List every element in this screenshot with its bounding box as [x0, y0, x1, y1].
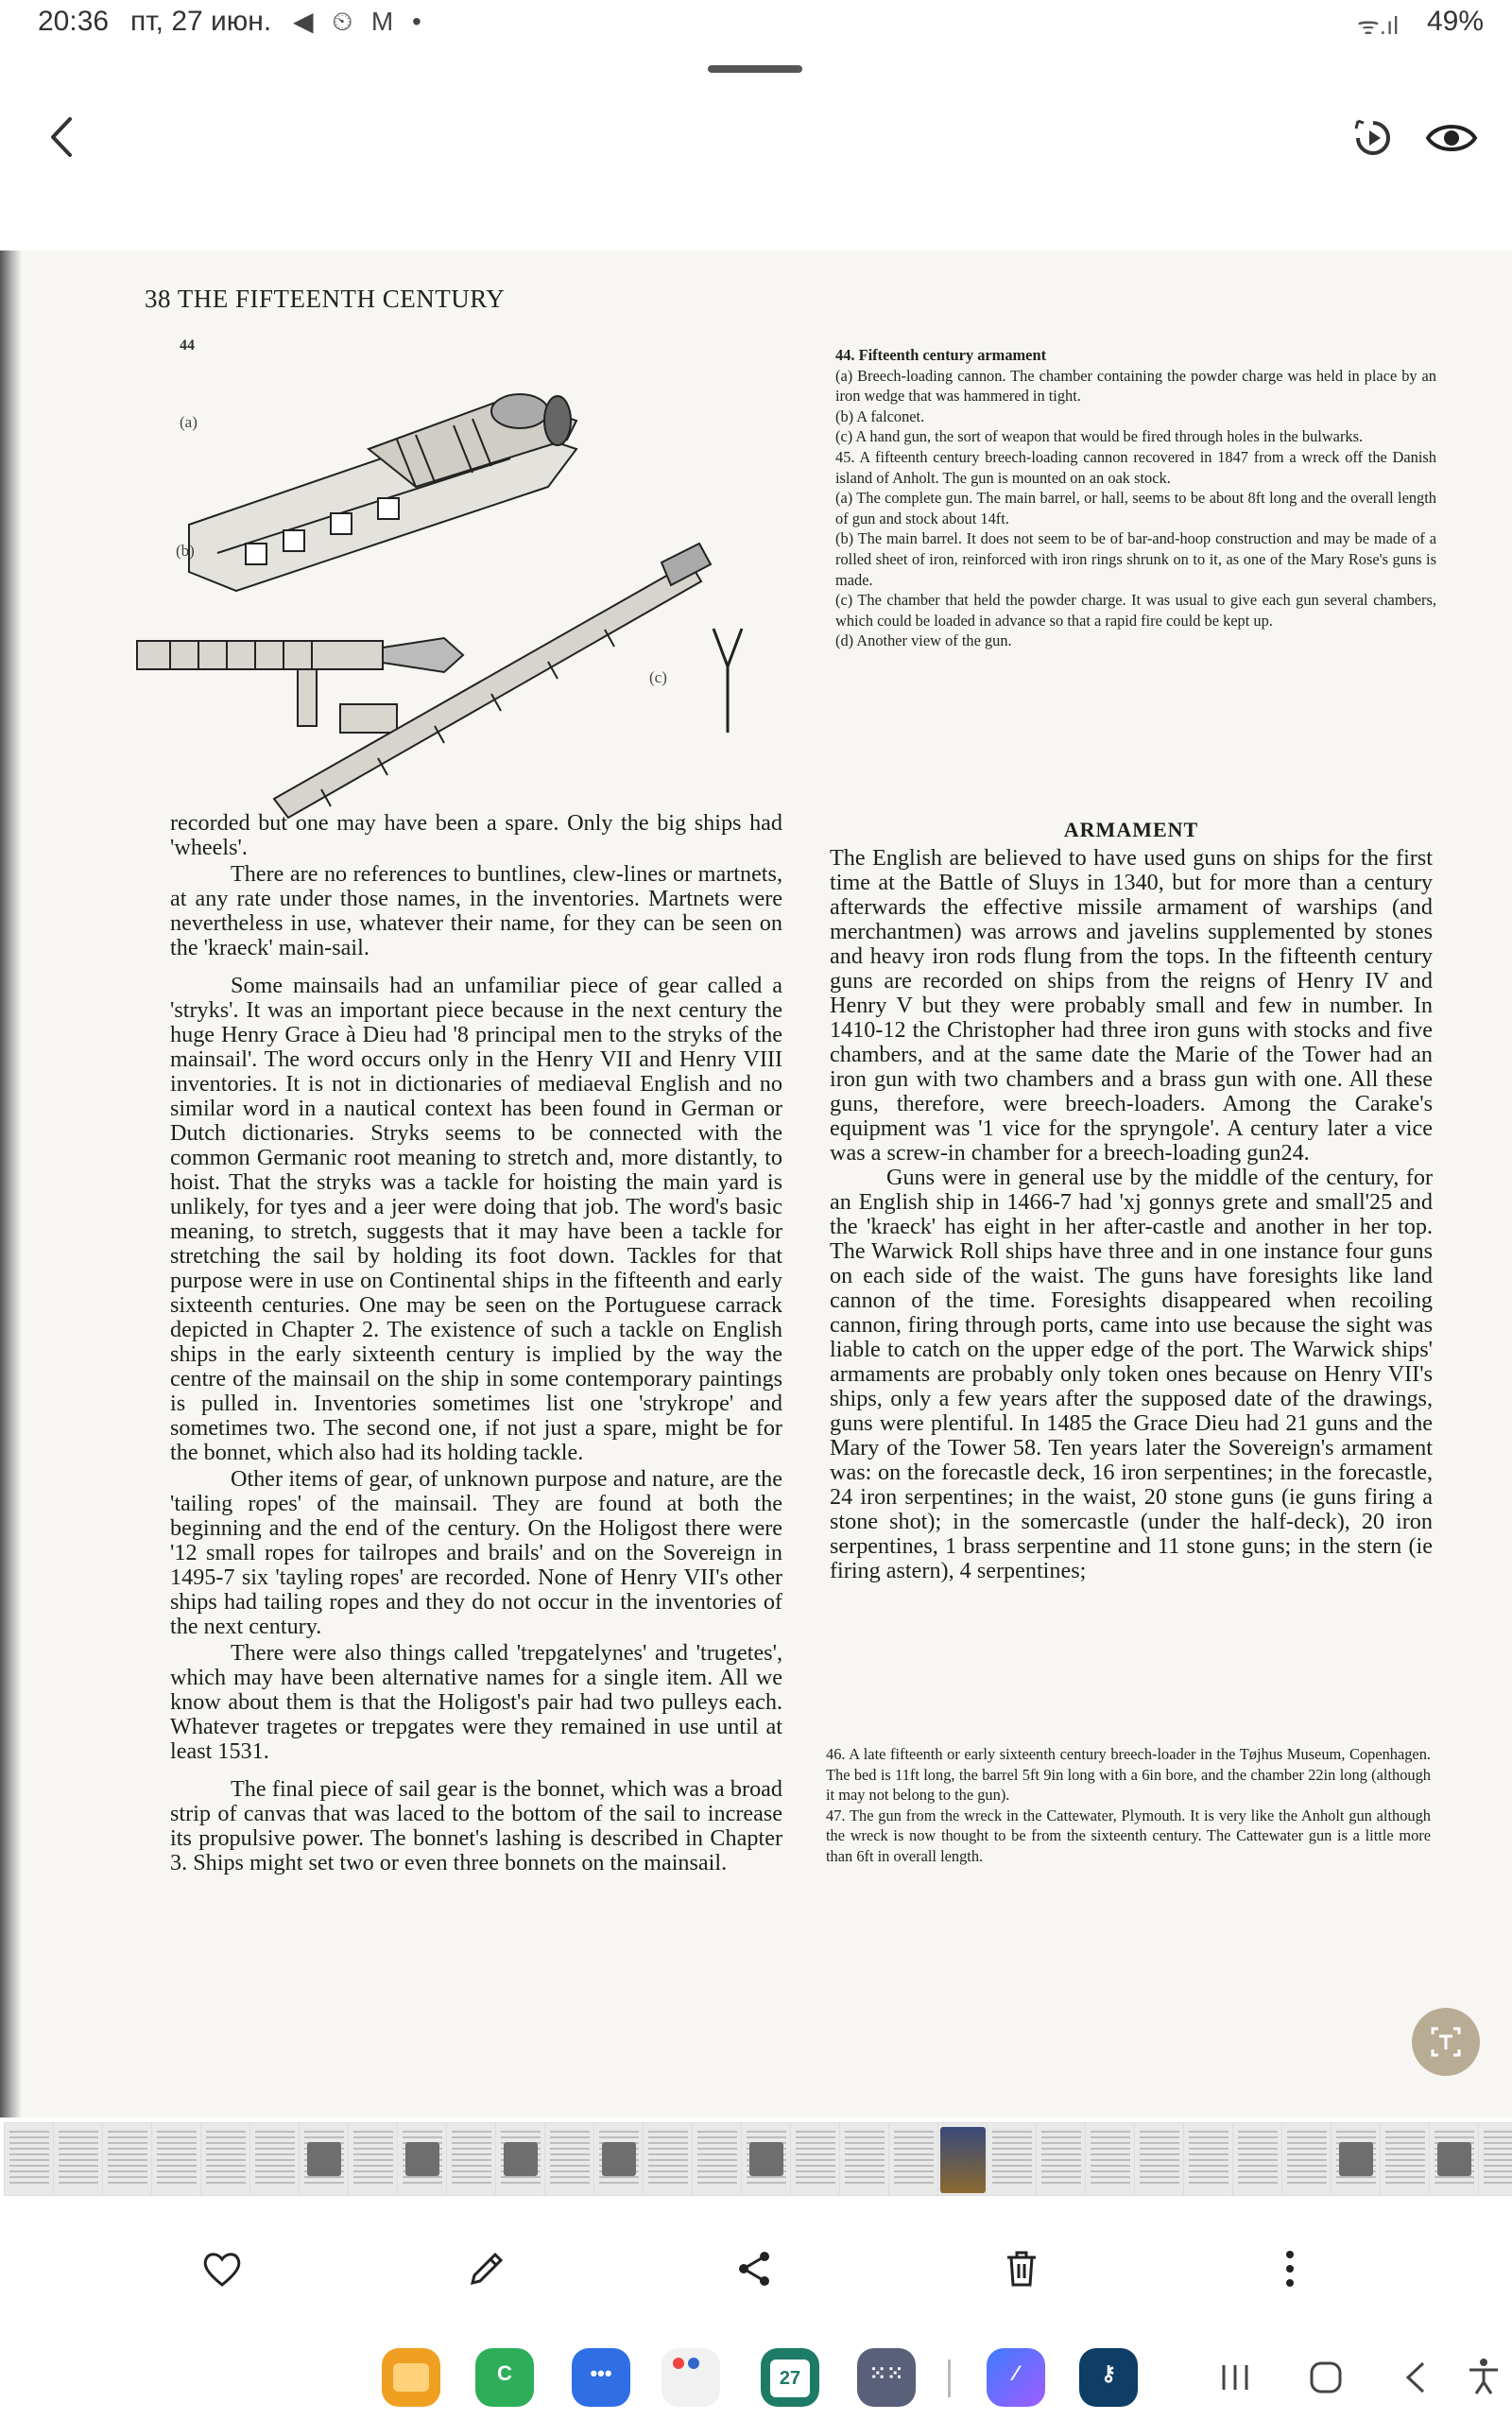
- status-date: пт, 27 июн.: [130, 6, 272, 37]
- page-thumbnail[interactable]: [741, 2122, 792, 2196]
- trash-icon: [998, 2245, 1045, 2292]
- caption-line: 46. A late fifteenth or early sixteenth century breech-loader in the Tøjhus Museum, Copenhagen. The bed is 11ft long, the barrel 5ft 9in long with a 6in bore, and the chamber 22in long (although it may not belong to the gun).: [826, 1745, 1431, 1805]
- thumbnail-text-lines: [1287, 2131, 1327, 2187]
- page-thumbnail[interactable]: [1429, 2122, 1480, 2196]
- drag-handle[interactable]: [708, 65, 802, 73]
- thumbnail-text-lines: [648, 2131, 688, 2187]
- thumbnail-text-lines: [157, 2131, 197, 2187]
- pencil-icon: [463, 2245, 510, 2292]
- delete-button[interactable]: [998, 2245, 1045, 2292]
- motion-photo-button[interactable]: [1347, 112, 1400, 164]
- eye-icon: [1422, 112, 1481, 164]
- page-thumbnail[interactable]: [1183, 2122, 1234, 2196]
- page-thumbnail[interactable]: [1478, 2122, 1512, 2196]
- grid-dots-icon: ⁙⁙: [868, 2361, 904, 2385]
- page-thumbnail[interactable]: [544, 2122, 595, 2196]
- right-column-text: [830, 818, 1433, 1583]
- page-thumbnail[interactable]: [1134, 2122, 1185, 2196]
- thumbnail-text-lines: [353, 2131, 393, 2187]
- page-thumbnail[interactable]: [397, 2122, 448, 2196]
- page-thumbnail[interactable]: [249, 2122, 301, 2196]
- notification-icons: ◀ ⏲ M •: [293, 7, 427, 36]
- thumbnail-text-lines: [9, 2131, 49, 2187]
- more-options-button[interactable]: [1266, 2245, 1314, 2292]
- thumbnail-text-lines: [59, 2131, 98, 2187]
- page-thumbnail[interactable]: [1232, 2122, 1283, 2196]
- caption-line: (b) A falconet.: [835, 406, 925, 425]
- home-button[interactable]: [1302, 2354, 1349, 2401]
- paragraph: recorded but one may have been a spare. Only the big ships had 'wheels'.: [170, 810, 782, 860]
- page-thumbnail[interactable]: [53, 2122, 104, 2196]
- chevron-left-icon: [38, 112, 89, 163]
- share-button[interactable]: [730, 2245, 778, 2292]
- thumbnail-image: [1437, 2142, 1471, 2176]
- page-thumbnail[interactable]: [1331, 2122, 1382, 2196]
- more-vertical-icon: [1266, 2245, 1314, 2292]
- page-thumbnail[interactable]: [446, 2122, 497, 2196]
- thumbnail-image: [940, 2127, 986, 2193]
- text-recognize-button[interactable]: [1412, 2008, 1480, 2076]
- paragraph: There are no references to buntlines, clew-lines or martnets, at any rate under those names, in the inventories. Martnets were nevertheless in use, whatever their name, for they can be seen on the 'kraeck' main-sail.: [170, 861, 782, 960]
- files-app-icon[interactable]: [382, 2348, 440, 2407]
- viewer-app-bar: [0, 95, 1512, 180]
- page-thumbnail[interactable]: [151, 2122, 202, 2196]
- status-time: 20:36: [38, 6, 110, 37]
- page-thumbnail[interactable]: [987, 2122, 1038, 2196]
- folder-icon: [393, 2363, 429, 2392]
- page-edge: [0, 251, 21, 2118]
- thumbnail-text-lines: [1484, 2131, 1512, 2187]
- chat-bubble-icon: •••: [590, 2361, 612, 2385]
- paragraph: The English are believed to have used guns on ships for the first time at the Battle of Sluys in 1340, but for more than a century afterwards the effective missile armament of warships (and merchantmen) was arrows and javelins supplemented by stones and heavy iron rods flung from the tops. In the fifteenth century guns are recorded on ships from the reigns of Henry IV and Henry V but they were probably small and few in number. In 1410-12 the Christopher had three iron guns with stocks and five chambers, and at the same date the Marie of the Tower had an iron gun with two chambers and a brass gun with one. All these guns, therefore, were breech-loaders. Among the Carake's equipment was '1 vice for the spryngole'. A century later a vice was a screw-in chamber for a breech-loading gun24.: [830, 845, 1433, 1166]
- dock-divider: [948, 2360, 951, 2397]
- bottom-toolbar: [0, 2231, 1512, 2307]
- page-thumbnail[interactable]: [200, 2122, 251, 2196]
- figure-label-b: (b): [176, 542, 195, 560]
- page-thumbnail[interactable]: [102, 2122, 153, 2196]
- page-thumbnail[interactable]: [1380, 2122, 1431, 2196]
- paragraph: Some mainsails had an unfamiliar piece of gear called a 'stryks'. It was an important piece because in the next century the huge Henry Grace à Dieu had '8 principal men to the stryks of the mainsail'. The word occurs only in the Henry VII and Henry VIII inventories. It is not in dictionaries of mediaeval English and no similar word in a nautical context has been found in German or Dutch dictionaries. Stryks seems to be connected with the common Germanic root meaning to stretch and, more distantly, to hoist. That the stryks was a tackle for hoisting the main yard is unlikely, for tyes and a jeer were doing that job. The word's basic meaning, to stretch, suggests that it may have been a tackle for stretching the sail by holding its foot down. Tackles for that purpose were in use on Continental ships in the fifteenth and early sixteenth centuries. One may be seen on the Portuguese carrack depicted in Chapter 2. The existence of such a tackle on English ships in the early sixteenth century is implied by the way the centre of the mainsail on the ship in some contemporary paintings is pulled in. Inventories sometimes list one 'strykrope' and sometimes two. The second one, if not just a spare, might be for the bonnet, which also had its holding tackle.: [170, 973, 782, 1465]
- figure-label-c: (c): [649, 668, 667, 686]
- caption-line: (b) The main barrel. It does not seem to be of bar-and-hoop construction and may be made of a rolled sheet of iron, reinforced with iron rings shrunk on to it, as one of the Mary Rose's guns is made.: [835, 529, 1436, 589]
- thumbnail-strip[interactable]: [0, 2122, 1512, 2198]
- signal-icon: ᯤ.ıl: [1357, 11, 1399, 40]
- thumbnail-image: [602, 2142, 636, 2176]
- home-icon: [1302, 2354, 1349, 2401]
- caption-bottom: [826, 1744, 1431, 1867]
- page-thumbnail[interactable]: [937, 2122, 988, 2196]
- back-arrow-icon: [1393, 2354, 1440, 2401]
- paragraph: The final piece of sail gear is the bonnet, which was a broad strip of canvas that was laced to the bottom of the sail to increase its propulsive power. The bonnet's lashing is described in Chapter 3. Ships might set two or even three bonnets on the mainsail.: [170, 1776, 782, 1876]
- document-page[interactable]: [0, 251, 1512, 2118]
- paragraph: Other items of gear, of unknown purpose and nature, are the 'tailing ropes' of the mainsail. They are found at both the beginning and the end of the century. On the Holigost there were '12 small ropes for tailropes and brails' and on the Sovereign in 1495-7 six 'tayling ropes' are recorded. None of Henry VII's other ships had tailing ropes and they do not occur in the inventories of the next century.: [170, 1466, 782, 1639]
- share-icon: [730, 2245, 778, 2292]
- view-button[interactable]: [1422, 112, 1481, 164]
- accessibility-button[interactable]: [1460, 2354, 1507, 2401]
- thumbnail-image: [504, 2142, 538, 2176]
- accessibility-icon: [1460, 2354, 1507, 2401]
- blue-dot-icon: [688, 2358, 699, 2369]
- caption-line: (c) The chamber that held the powder charge. It was usual to give each gun several chambers, which could be loaded in advance so that a rapid fire could be kept up.: [835, 591, 1436, 630]
- thumbnail-text-lines: [1189, 2131, 1228, 2187]
- running-head: 38 THE FIFTEENTH CENTURY: [145, 285, 506, 313]
- page-thumbnail[interactable]: [692, 2122, 743, 2196]
- caption-line: (d) Another view of the gun.: [835, 631, 1012, 650]
- hand-gun-drawing: [274, 544, 742, 818]
- thumbnail-text-lines: [452, 2131, 491, 2187]
- thumbnail-text-lines: [1385, 2131, 1425, 2187]
- favorite-button[interactable]: [198, 2245, 246, 2292]
- page-thumbnail[interactable]: [299, 2122, 350, 2196]
- red-dot-icon: [673, 2358, 684, 2369]
- page-thumbnail[interactable]: [4, 2122, 55, 2196]
- calendar-app-icon[interactable]: [761, 2348, 819, 2407]
- thumbnail-text-lines: [796, 2131, 835, 2187]
- caption-top: [835, 345, 1436, 651]
- thumbnail-text-lines: [1140, 2131, 1179, 2187]
- recents-button[interactable]: [1211, 2354, 1259, 2401]
- key-app-icon[interactable]: [1079, 2348, 1138, 2407]
- thumbnail-text-lines: [1091, 2131, 1130, 2187]
- motion-photo-icon: [1347, 112, 1400, 164]
- back-button[interactable]: [38, 112, 89, 163]
- page-thumbnail[interactable]: [1281, 2122, 1332, 2196]
- recents-icon: [1211, 2354, 1259, 2401]
- app-dock: [0, 2335, 1512, 2420]
- left-column-text: [170, 811, 782, 1877]
- gun-illustration: [132, 345, 794, 874]
- caption-line: 44. Fifteenth century armament: [835, 346, 1047, 364]
- page-thumbnail[interactable]: [790, 2122, 841, 2196]
- thumbnail-text-lines: [255, 2131, 295, 2187]
- page-thumbnail[interactable]: [348, 2122, 399, 2196]
- slash-logo-icon: ⁄: [1014, 2361, 1018, 2385]
- text-recognize-icon: [1412, 2008, 1480, 2076]
- thumbnail-text-lines: [206, 2131, 246, 2187]
- contacts-app-icon[interactable]: [475, 2348, 534, 2407]
- page-thumbnail[interactable]: [643, 2122, 694, 2196]
- c-logo-icon: C: [497, 2361, 512, 2385]
- page-thumbnail[interactable]: [495, 2122, 546, 2196]
- thumbnail-image: [307, 2142, 341, 2176]
- section-heading: ARMAMENT: [1063, 818, 1199, 841]
- page-thumbnail[interactable]: [1085, 2122, 1136, 2196]
- page-thumbnail[interactable]: [888, 2122, 939, 2196]
- thumbnail-image: [1339, 2142, 1373, 2176]
- caption-line: (c) A hand gun, the sort of weapon that would be fired through holes in the bulwarks.: [835, 427, 1364, 446]
- nav-back-button[interactable]: [1393, 2354, 1440, 2401]
- figure-number: 44: [180, 337, 195, 354]
- thumbnail-text-lines: [697, 2131, 737, 2187]
- page-thumbnail[interactable]: [839, 2122, 890, 2196]
- edit-button[interactable]: [463, 2245, 510, 2292]
- calendar-icon: [770, 2360, 810, 2397]
- pen-app-icon[interactable]: [987, 2348, 1045, 2407]
- messages-app-icon[interactable]: [572, 2348, 630, 2407]
- thumbnail-text-lines: [1238, 2131, 1278, 2187]
- thumbnail-image: [405, 2142, 439, 2176]
- page-thumbnail[interactable]: [1036, 2122, 1087, 2196]
- thumbnail-image: [749, 2142, 783, 2176]
- key-icon: ⚷: [1100, 2361, 1117, 2385]
- app-drawer-icon[interactable]: [857, 2348, 916, 2407]
- heart-icon: [198, 2245, 246, 2292]
- breech-loading-cannon-drawing: [189, 394, 576, 591]
- app-folder-icon[interactable]: [662, 2348, 720, 2407]
- paragraph: Guns were in general use by the middle of the century, for an English ship in 1466-7 had 'xj gonnys grete and small'25 and the 'kraeck' has eight in her after-castle and another in her top. The Warwick Roll ships have three and in one instance four guns on each side of the waist. The guns have foresights like land cannon of the time. Foresights disappeared when recoiling cannon, firing through ports, came into use because the sight was liable to catch on the upper edge of the port. The Warwick ships' armaments are probably only token ones because on Henry VII's ships, only a few years after the supposed date of the drawings, guns were plentiful. In 1485 the Grace Dieu had 21 guns and the Mary of the Tower 58. Ten years later the Sovereign's armament was: on the forecastle deck, 16 iron serpentines; in the forecastle, 24 iron serpentines; in the waist, 20 stone guns (ie guns firing a stone shot); in the somercastle (under the half-deck), 20 iron serpentines, 1 brass serpentine and 11 stone guns; in the stern (ie firing astern), 4 serpentines;: [830, 1165, 1433, 1583]
- thumbnail-text-lines: [845, 2131, 885, 2187]
- page-thumbnail[interactable]: [593, 2122, 644, 2196]
- paragraph: There were also things called 'trepgatelynes' and 'trugetes', which may have been alternative names for a single item. All we know about them is that the Holigost's pair had two pulleys each. Whatever tragetes or trepgates were they remained in use until at least 1531.: [170, 1640, 782, 1764]
- caption-line: (a) Breech-loading cannon. The chamber containing the powder charge was held in place by an iron wedge that was hammered in tight.: [835, 366, 1436, 406]
- thumbnail-text-lines: [108, 2131, 147, 2187]
- status-bar: [0, 0, 1512, 47]
- caption-line: (a) The complete gun. The main barrel, or hall, seems to be about 8ft long and the overall length of gun and stock about 14ft.: [835, 489, 1436, 527]
- thumbnail-text-lines: [550, 2131, 590, 2187]
- caption-line: 45. A fifteenth century breech-loading cannon recovered in 1847 from a wreck off the Danish island of Anholt. The gun is mounted on an oak stock.: [835, 447, 1436, 487]
- calendar-day: 27: [779, 2368, 801, 2389]
- battery-level: 49%: [1426, 6, 1484, 37]
- figure-label-a: (a): [180, 413, 198, 431]
- thumbnail-text-lines: [1041, 2131, 1081, 2187]
- thumbnail-text-lines: [894, 2131, 934, 2187]
- thumbnail-text-lines: [992, 2131, 1032, 2187]
- caption-line: 47. The gun from the wreck in the Cattewater, Plymouth. It is very like the Anholt gun although the wreck is now thought to be from the sixteenth century. The Cattewater gun is a little more than 6ft in overall length.: [826, 1806, 1431, 1865]
